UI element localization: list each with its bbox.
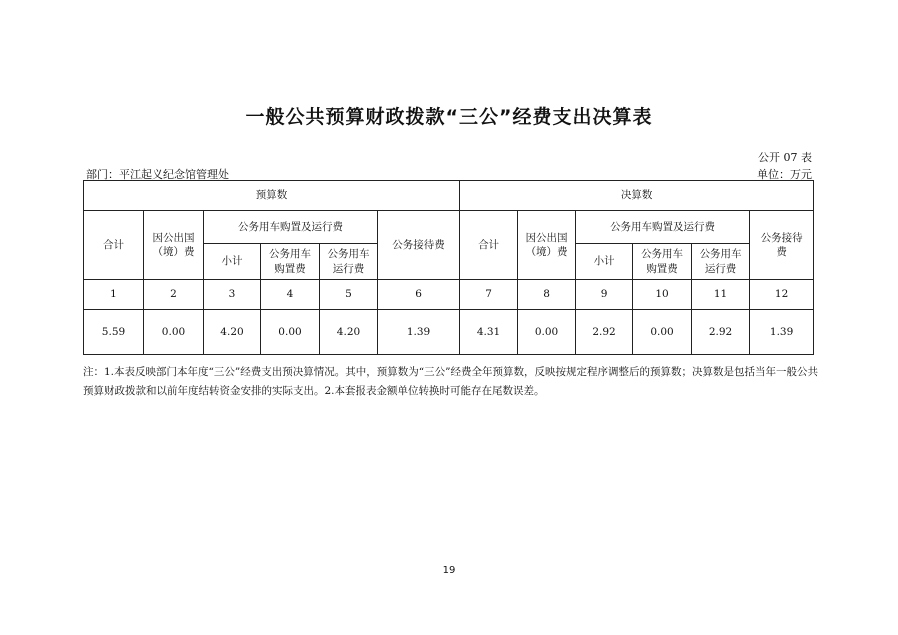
group-header-row [84, 181, 814, 211]
value-cell: 5.59 [84, 310, 144, 355]
column-index: 12 [750, 280, 814, 310]
column-index: 10 [633, 280, 692, 310]
final-purchase-header: 公务用车 购置费 [633, 244, 692, 280]
column-index-row [84, 280, 814, 310]
value-cell: 2.92 [692, 310, 750, 355]
table-title: 一般公共预算财政拨款“三公”经费支出决算表 [245, 106, 653, 128]
column-header-row [84, 211, 814, 244]
final-total-header: 合计 [460, 211, 518, 280]
value-cell: 2.92 [576, 310, 633, 355]
value-cell: 0.00 [518, 310, 576, 355]
three-public-expenses-table [83, 180, 814, 355]
value-cell: 0.00 [633, 310, 692, 355]
value-cell: 4.20 [320, 310, 378, 355]
column-index: 7 [460, 280, 518, 310]
final-abroad-header: 因公出国 （境）费 [518, 211, 576, 280]
budget-subtotal-header: 小计 [204, 244, 261, 280]
column-index: 1 [84, 280, 144, 310]
column-index: 11 [692, 280, 750, 310]
budget-total-header: 合计 [84, 211, 144, 280]
page-number: 19 [442, 565, 456, 576]
value-cell: 0.00 [261, 310, 320, 355]
budget-vehicle-group-header: 公务用车购置及运行费 [204, 211, 378, 244]
column-index: 3 [204, 280, 261, 310]
column-index: 9 [576, 280, 633, 310]
final-group-header: 决算数 [460, 181, 814, 211]
column-index: 5 [320, 280, 378, 310]
final-reception-header: 公务接待 费 [750, 211, 814, 280]
value-cell: 4.20 [204, 310, 261, 355]
table-row [84, 310, 814, 355]
unit-label: 单位：万元 [757, 168, 812, 181]
form-number: 公开 07 表 [758, 151, 812, 164]
final-subtotal-header: 小计 [576, 244, 633, 280]
budget-group-header: 预算数 [84, 181, 460, 211]
budget-abroad-header: 因公出国 （境）费 [144, 211, 204, 280]
column-index: 6 [378, 280, 460, 310]
final-vehicle-group-header: 公务用车购置及运行费 [576, 211, 750, 244]
column-index: 8 [518, 280, 576, 310]
final-operation-header: 公务用车 运行费 [692, 244, 750, 280]
budget-reception-header: 公务接待费 [378, 211, 460, 280]
value-cell: 0.00 [144, 310, 204, 355]
value-cell: 1.39 [750, 310, 814, 355]
column-index: 4 [261, 280, 320, 310]
column-index: 2 [144, 280, 204, 310]
value-cell: 1.39 [378, 310, 460, 355]
budget-purchase-header: 公务用车 购置费 [261, 244, 320, 280]
department-label: 部门：平江起义纪念馆管理处 [86, 168, 229, 181]
budget-operation-header: 公务用车 运行费 [320, 244, 378, 280]
footnote: 注：1.本表反映部门本年度“三公”经费支出预决算情况。其中，预算数为“三公”经费全年预算数，反映按规定程序调整后的预算数；决算数是包括当年一般公共预算财政拨款和以前年度结转资金安排的实际支出。2.本套报表金额单位转换时可能存在尾数误差。 [83, 366, 818, 397]
value-cell: 4.31 [460, 310, 518, 355]
